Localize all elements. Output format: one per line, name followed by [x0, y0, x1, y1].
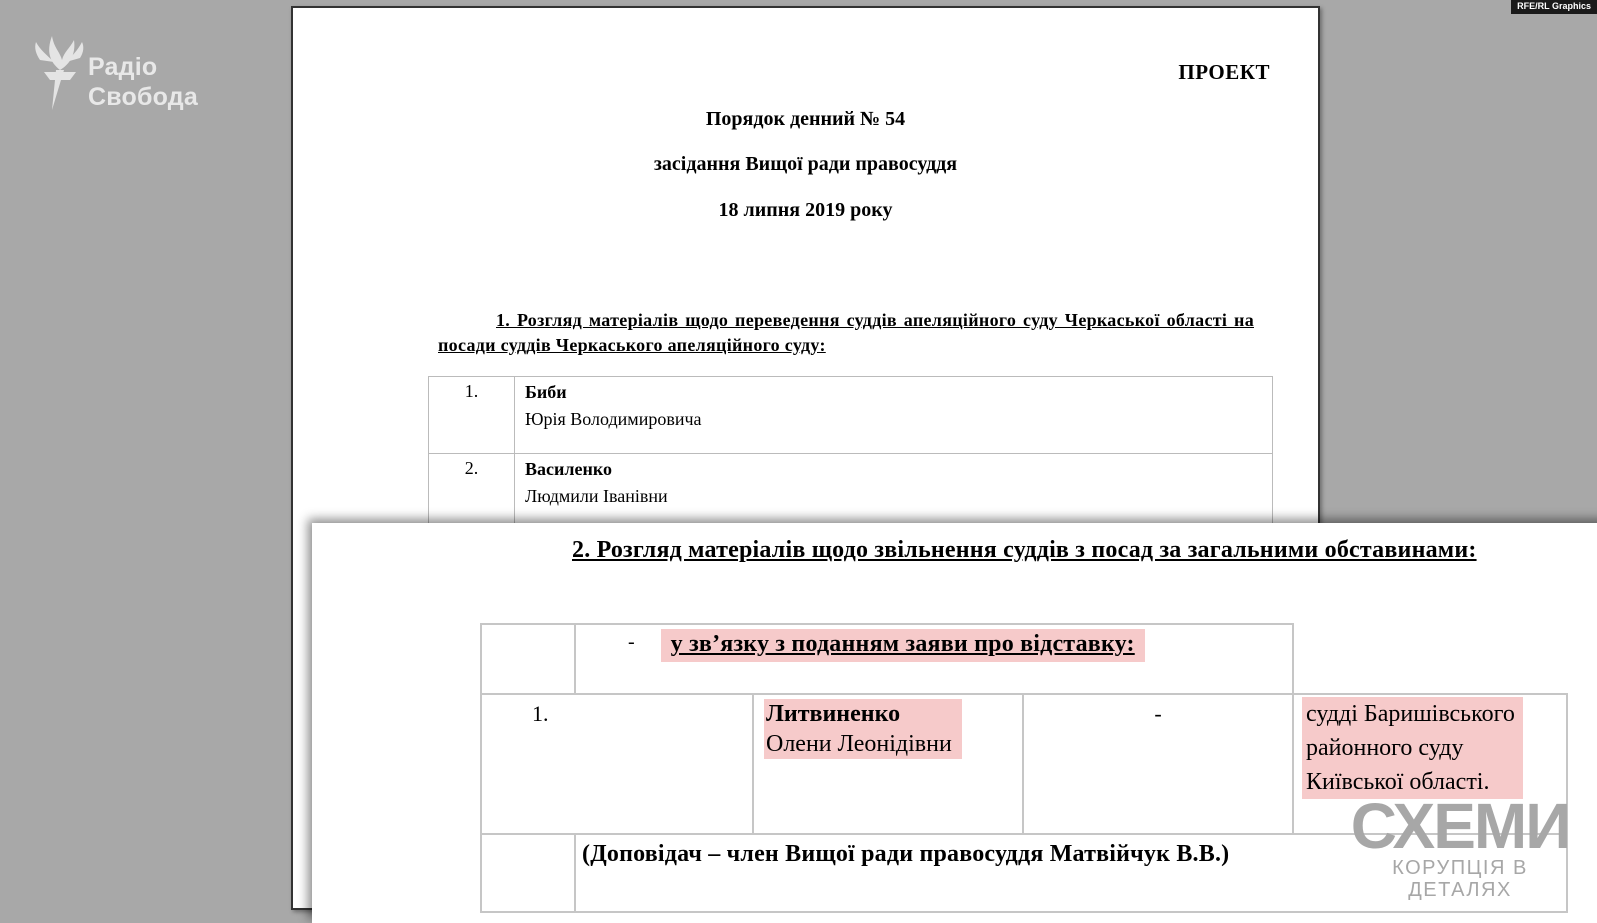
graphics-credit: RFE/RL Graphics: [1511, 0, 1597, 14]
agenda-date: 18 липня 2019 року: [718, 199, 893, 221]
judge-name-cell: [753, 694, 1023, 834]
row-number: 1.: [429, 377, 515, 454]
judge-surname: Биби: [525, 382, 567, 402]
section1-heading: 1. Розгляд матеріалів щодо переведення суддів апеляційного суду Черкаської області на посади суддів Черкаського апеляційного суду:: [438, 310, 1254, 355]
logo-line2: Свобода: [88, 83, 198, 111]
court-name: [1302, 697, 1523, 799]
logo-line1: Радіо: [88, 53, 158, 81]
row-number: 2.: [429, 454, 515, 531]
agenda-subtitle: засідання Вищої ради правосуддя: [653, 153, 958, 175]
court-line: районного суду: [1306, 735, 1464, 761]
radio-svoboda-logo: [30, 30, 210, 115]
judge-given-name: Олени Леонідівни: [766, 731, 952, 757]
judge-surname: Литвиненко: [766, 701, 901, 727]
empty-cell: [481, 624, 575, 694]
court-line: судді Баришівського: [1306, 701, 1515, 727]
reporter-note: (Доповідач – член Вищої ради правосуддя Матвійчук В.В.): [575, 834, 1567, 912]
draft-stamp: ПРОЕКТ: [1178, 60, 1270, 84]
court-line: Київської області.: [1306, 769, 1490, 795]
judge-name: [515, 454, 1273, 531]
judge-surname: Василенко: [525, 459, 612, 479]
agenda-title: Порядок денний № 54: [705, 108, 906, 130]
judge-given-name: Юрія Володимировича: [525, 409, 702, 429]
subheading-cell: [575, 624, 1293, 694]
transfer-table: [428, 376, 1273, 531]
table-row: [429, 454, 1273, 531]
judge-name: [515, 377, 1273, 454]
torch-icon: [30, 30, 86, 112]
judge-name: [764, 699, 962, 759]
list-dash: -: [628, 631, 635, 653]
logo-wordmark: [88, 52, 198, 112]
row-number: 1.: [481, 694, 753, 834]
watermark-tagline: КОРУПЦІЯ В ДЕТАЛЯХ: [1392, 857, 1528, 901]
skhemy-watermark: [1340, 790, 1580, 901]
separator-dash: -: [1023, 694, 1293, 834]
resignation-subheading: у зв’язку з поданням заяви про відставку:: [661, 629, 1145, 662]
table-row: [429, 377, 1273, 454]
section2-heading: 2. Розгляд матеріалів щодо звільнення суддів з посад за загальними обставинами:: [572, 537, 1477, 563]
judge-given-name: Людмили Іванівни: [525, 486, 668, 506]
empty-cell: [481, 834, 575, 912]
table-row: [481, 624, 1567, 694]
watermark-title: СХЕМИ: [1350, 790, 1570, 862]
